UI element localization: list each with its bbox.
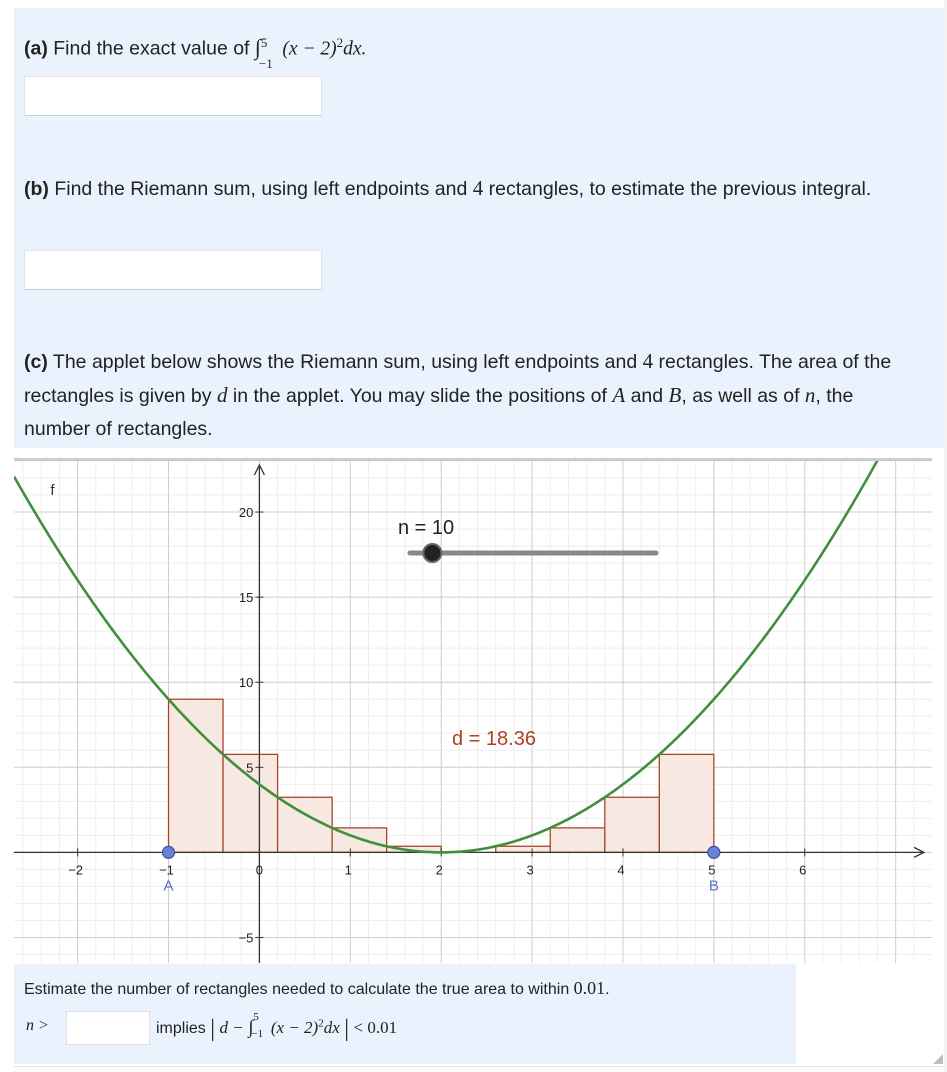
riemann-rectangle	[169, 699, 224, 852]
integral-sign: ∫	[254, 34, 261, 60]
y-tick-label: 10	[238, 675, 254, 691]
y-tick-label: −5	[238, 930, 254, 946]
x-tick-label: 4	[617, 862, 625, 878]
x-tick-label: 1	[344, 862, 352, 878]
resize-handle[interactable]	[933, 1054, 943, 1064]
question-c-t5: , as well as of	[681, 385, 800, 407]
integrand-power: 2	[336, 35, 344, 50]
question-a-text: Find the exact value of	[53, 37, 250, 60]
y-tick-label: 5	[246, 760, 254, 776]
integral-lower: −1	[258, 56, 273, 72]
abs-d: d −	[219, 1018, 244, 1037]
x-tick-label: 5	[708, 862, 716, 878]
instruction-period: .	[605, 981, 610, 998]
abs-dx: dx	[323, 1018, 340, 1037]
answer-a-input[interactable]	[24, 76, 322, 116]
x-tick-label: 2	[435, 862, 443, 878]
bottom-panel	[14, 964, 796, 1064]
abs-bar-right: |	[344, 1016, 350, 1042]
slider-label: n = 10	[398, 517, 455, 539]
function-label: f	[50, 482, 55, 499]
question-b	[24, 172, 919, 206]
n-input[interactable]	[66, 1011, 150, 1045]
question-c-t6: , the number of rectangles.	[24, 385, 854, 440]
slider-knob	[423, 544, 441, 562]
question-c-count: 4	[642, 349, 654, 373]
abs-lower: −1	[251, 1027, 264, 1040]
abs-integral-sign: ∫	[248, 1017, 254, 1038]
integral-upper: 5	[260, 35, 268, 51]
x-tick-label: 3	[526, 862, 534, 878]
question-c-t1: The applet below shows the Riemann sum, using left endpoints and	[52, 351, 638, 373]
question-c-t2: rectangles. The area of the rectangles is given by	[24, 351, 892, 407]
applet-graph[interactable]	[14, 461, 932, 963]
n-greater-label: n >	[26, 1017, 49, 1034]
question-b-text-after: rectangles, to estimate the previous integral.	[488, 178, 872, 200]
point-a[interactable]	[163, 846, 175, 858]
question-c	[24, 345, 919, 446]
question-b-text-before: Find the Riemann sum, using left endpoints and	[54, 178, 468, 200]
grid-major	[14, 461, 932, 963]
abs-upper: 5	[253, 1010, 259, 1023]
y-tick-label: 15	[238, 590, 254, 606]
point-b[interactable]	[708, 846, 720, 858]
question-c-var-n: n	[804, 383, 816, 407]
point-a-label: A	[163, 877, 174, 895]
riemann-applet[interactable]	[14, 458, 932, 963]
x-tick-label: −2	[68, 862, 84, 878]
riemann-rectangle	[605, 797, 660, 852]
question-c-var-d: d	[216, 383, 228, 407]
point-b-label: B	[708, 877, 719, 895]
question-c-t3: in the applet. You may slide the positions of	[232, 385, 607, 407]
y-tick-label: 20	[238, 505, 254, 521]
riemann-rectangle	[496, 846, 551, 852]
x-tick-label: −1	[159, 862, 174, 878]
less-than-value: < 0.01	[353, 1018, 398, 1037]
tolerance-value: 0.01	[573, 978, 606, 998]
question-c-label: (c)	[24, 351, 48, 373]
abs-integrand: (x − 2)	[270, 1018, 319, 1037]
question-c-var-b: B	[668, 383, 682, 407]
integrand: (x − 2)	[282, 38, 337, 60]
n-slider[interactable]	[410, 544, 656, 562]
abs-bar-left: |	[210, 1016, 216, 1042]
abs-power: 2	[318, 1017, 324, 1030]
function-curve	[14, 461, 932, 852]
question-a-label: (a)	[24, 37, 48, 60]
question-c-t4: and	[630, 385, 664, 407]
riemann-rectangle	[550, 828, 605, 853]
panel-divider	[14, 1066, 944, 1067]
x-tick-label: 0	[255, 862, 264, 878]
area-label: d = 18.36	[452, 728, 536, 750]
grid-minor	[14, 461, 932, 963]
x-tick-label: 6	[799, 862, 807, 878]
instruction-text: Estimate the number of rectangles needed to calculate the true area to within	[24, 981, 570, 998]
bottom-instruction	[24, 978, 610, 999]
question-c-var-a: A	[612, 383, 626, 407]
question-a	[24, 26, 367, 72]
question-b-label: (b)	[24, 178, 49, 200]
question-b-count: 4	[472, 176, 484, 200]
riemann-rectangle	[659, 754, 714, 852]
implies-text: implies	[156, 1020, 206, 1037]
implies-expression	[156, 1010, 398, 1043]
answer-b-input[interactable]	[24, 250, 322, 290]
integral-dx: dx.	[343, 38, 367, 60]
